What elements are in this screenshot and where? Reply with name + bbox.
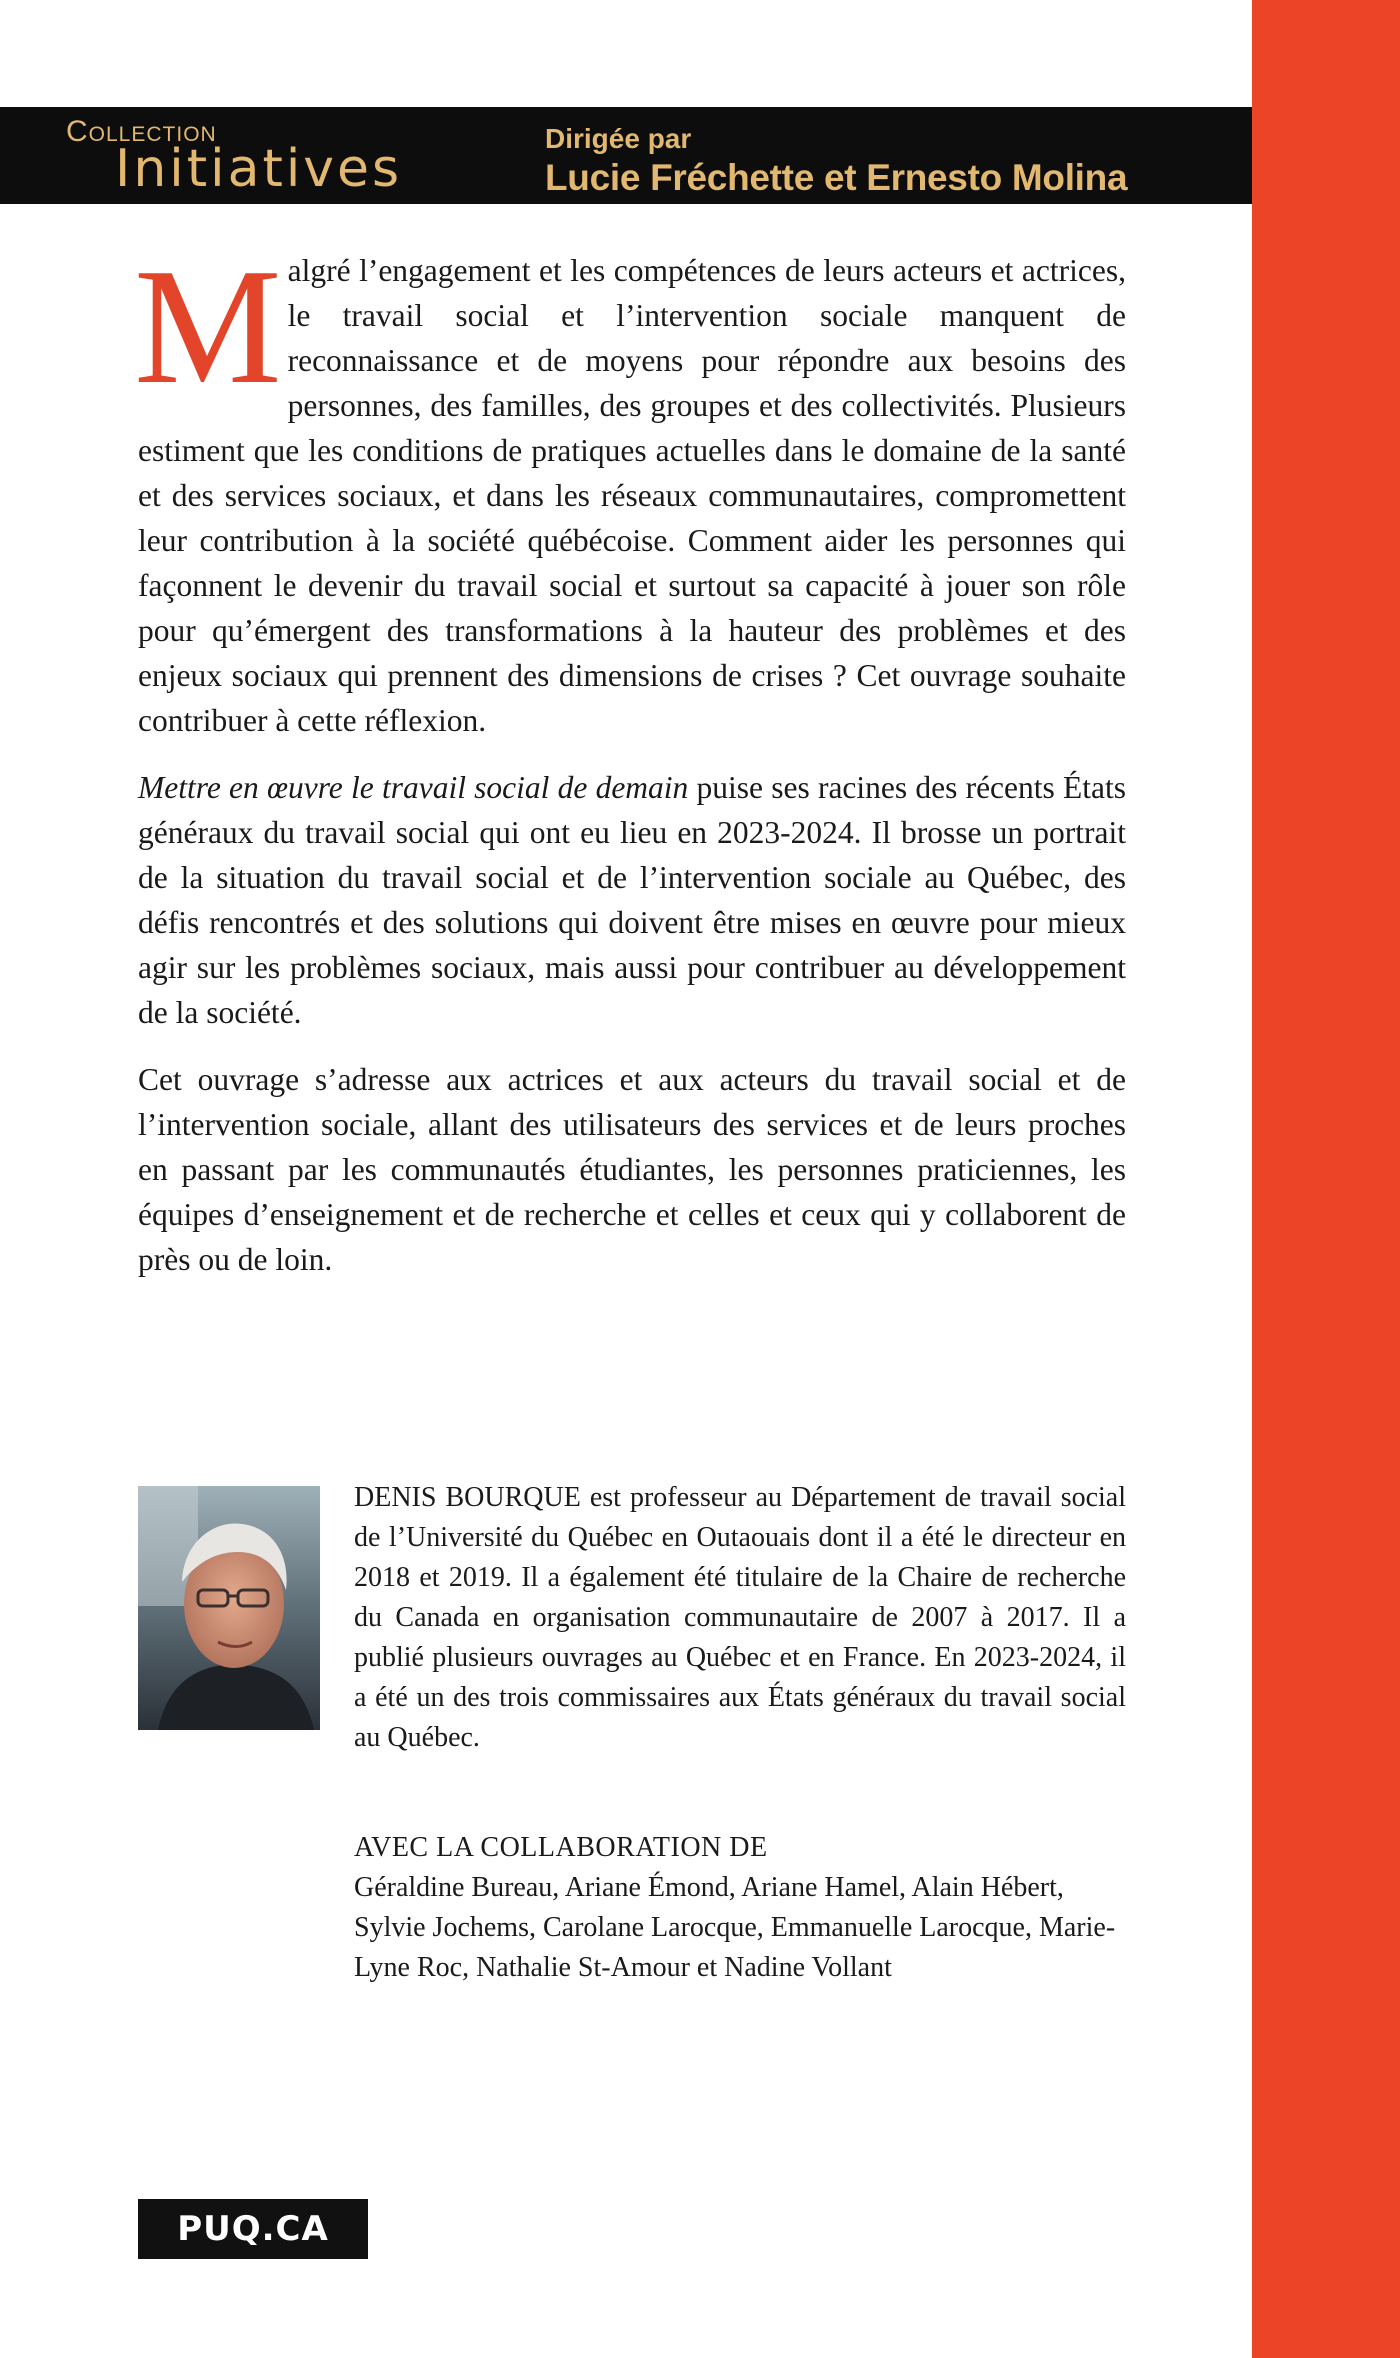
collaborators-block — [354, 1828, 1126, 1988]
paragraph-intro — [134, 234, 1126, 743]
publisher-url-badge: PUQ.CA — [138, 2199, 368, 2259]
collaborators-heading: AVEC LA COLLABORATION DE — [354, 1832, 768, 1863]
author-photo — [138, 1486, 320, 1730]
collaborators-list: Géraldine Bureau, Ariane Émond, Ariane Hamel, Alain Hébert, Sylvie Jochems, Carolane Larocque, Emmanuelle Larocque, Marie-Lyne Roc, Nathalie St-Amour et Nadine Vollant — [354, 1872, 1116, 1983]
collection-banner — [0, 107, 1252, 204]
paragraph-book-summary — [138, 765, 1126, 1035]
paragraph-book-summary-text: puise ses racines des récents États généraux du travail social qui ont eu lieu en 2023-2024. Il brosse un portrait de la situation du travail social et de l’intervention sociale au Québec, des défis rencontrés et des solutions qui doivent être mises en œuvre pour mieux agir sur les problèmes sociaux, mais aussi pour contribuer au développement de la société. — [138, 770, 1126, 1030]
back-cover-text — [134, 234, 1126, 1304]
red-side-stripe — [1252, 0, 1400, 2358]
directors-names: Lucie Fréchette et Ernesto Molina — [545, 157, 1128, 198]
paragraph-audience: Cet ouvrage s’adresse aux actrices et aux acteurs du travail social et de l’intervention sociale, allant des utilisateurs des services et de leurs proches en passant par les communautés étudiantes, les personnes praticiennes, les équipes d’enseignement et de recherche et celles et ceux qui y collaborent de près ou de loin. — [138, 1062, 1126, 1277]
book-title-italic: Mettre en œuvre le travail social de demain — [138, 770, 689, 805]
author-portrait-image — [138, 1486, 320, 1730]
drop-cap: M — [134, 234, 282, 418]
collection-label: Collection — [66, 115, 217, 148]
paragraph-intro-text: algré l’engagement et les compétences de leurs acteurs et actrices, le travail social et l’intervention sociale manquent de reconnaissance et de moyens pour répondre aux besoins des personnes, des familles, des groupes et des collectivités. Plusieurs estiment que les conditions de pratiques actuelles dans le domaine de la santé et des services sociaux, et dans les réseaux communautaires, compromettent leur contribution à la société québécoise. Comment aider les personnes qui façonnent le devenir du travail social et surtout sa capacité à jouer son rôle pour qu’émergent des transformations à la hauteur des problèmes et des enjeux sociaux qui prennent des dimensions de crises ? Cet ouvrage souhaite contribuer à cette réflexion. — [138, 253, 1126, 738]
author-bio: DENIS BOURQUE est professeur au Département de travail social de l’Université du Québec en Outaouais dont il a été le directeur en 2018 et 2019. Il a également été titulaire de la Chaire de recherche du Canada en organisation communautaire de 2007 à 2017. Il a publié plusieurs ouvrages au Québec et en France. En 2023-2024, il a été un des trois commissaires aux États généraux du travail social au Québec. — [354, 1482, 1126, 1753]
directed-by-label: Dirigée par — [545, 123, 692, 154]
collection-name: Initiatives — [115, 139, 403, 199]
